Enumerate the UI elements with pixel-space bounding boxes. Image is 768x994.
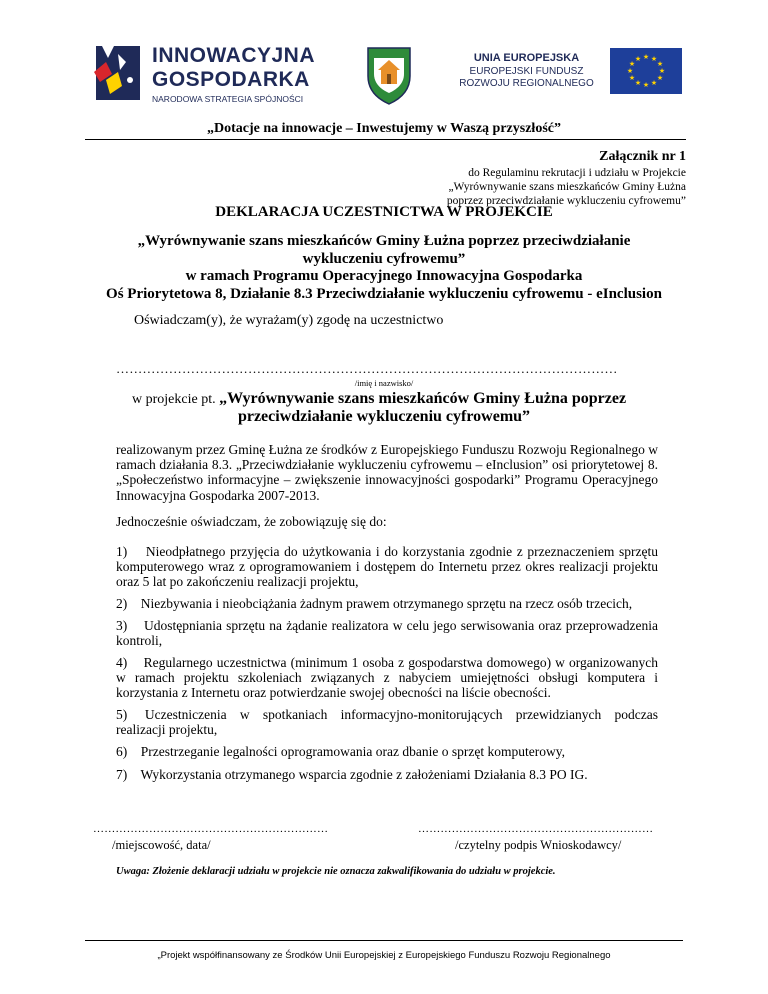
commitment-item: 3) Udostępniania sprzętu na żądanie realizatora w celu jego serwisowania oraz przeprowadzenia kontroli, (116, 618, 662, 649)
svg-text:★: ★ (656, 74, 664, 82)
attachment-line: poprzez przeciwdziałanie wykluczeniu cyfrowemu” (446, 195, 686, 207)
footer-divider (85, 940, 683, 941)
signature-label: /czytelny podpis Wnioskodawcy/ (455, 838, 622, 852)
attachment-line: „Wyrównywanie szans mieszkańców Gminy Łużna (448, 181, 686, 193)
motto: „Dotacje na innowacje – Inwestujemy w Waszą przyszłość” (207, 121, 561, 136)
realization-paragraph: realizowanym przez Gminę Łużna ze środków z Europejskiego Funduszu Rozwoju Regionalnego w ramach działania 8.3. „Przeciwdziałanie wykluczeniu cyfrowemu – eInclusion” osi priorytetowej 8. „Społeczeństwo informacyjne – zwiększenie innowacyjności gospodarki” Programu Operacyjnego Innowacyjna Gospodarka 2007-2013. (116, 442, 658, 503)
svg-text:★: ★ (628, 74, 636, 82)
eu-flag-icon (610, 48, 682, 94)
eu-fund-logo (458, 48, 688, 94)
place-date-fill-line[interactable]: ……………………………………………………… (93, 823, 329, 835)
svg-text:★: ★ (634, 79, 642, 87)
svg-text:★: ★ (642, 81, 650, 89)
innowacyjna-gospodarka-logo (92, 40, 332, 104)
svg-text:★: ★ (658, 67, 666, 75)
ig-emblem-icon (92, 40, 150, 104)
commitment-item: 5) Uczestniczenia w spotkaniach informacyjno-monitorujących przewidzianych podczas realizacji projektu, (116, 707, 662, 738)
consent-statement: Oświadczam(y), że wyrażam(y) zgodę na uczestnictwo (134, 313, 444, 328)
project-heading-line: „Wyrównywanie szans mieszkańców Gminy Łużna poprzez przeciwdziałanie (137, 233, 631, 249)
ig-line3: NARODOWA STRATEGIA SPÓJNOŚCI (152, 94, 304, 104)
project-heading-line: Oś Priorytetowa 8, Działanie 8.3 Przeciwdziałanie wykluczeniu cyfrowemu - eInclusion (106, 285, 662, 302)
name-label: /imię i nazwisko/ (354, 378, 414, 388)
signature-fill-line[interactable]: ……………………………………………………… (418, 823, 654, 835)
commitment-item: 4) Regularnego uczestnictwa (minimum 1 osoba z gospodarstwa domowego) w organizowanych w ramach projektu szkoleniach związanych z nabyciem umiejętności obsługi komputera i korzystania z Internetu oraz potwierdzanie swojej obecności na liście obecności. (116, 655, 662, 701)
commitment-intro: Jednocześnie oświadczam, że zobowiązuję się do: (116, 514, 387, 529)
project-heading-line: w ramach Programu Operacyjnego Innowacyjna Gospodarka (185, 268, 583, 284)
gmina-crest (364, 44, 414, 106)
project-heading (60, 233, 708, 303)
svg-text:★: ★ (650, 55, 658, 63)
ig-line2: GOSPODARKA (152, 68, 310, 91)
ue-line3: ROZWOJU REGIONALNEGO (459, 78, 594, 89)
project-title-text: „Wyrównywanie szans mieszkańców Gminy Łużna poprzez (219, 390, 627, 407)
attachment-line: do Regulaminu rekrutacji i udziału w Projekcie (468, 167, 686, 179)
ig-line1: INNOWACYJNA (152, 44, 316, 67)
commitment-item: 6) Przestrzeganie legalności oprogramowania oraz dbanie o sprzęt komputerowy, (116, 744, 565, 759)
ue-line2: EUROPEJSKI FUNDUSZ (469, 66, 584, 77)
header-divider (85, 139, 686, 140)
svg-text:★: ★ (634, 55, 642, 63)
svg-text:★: ★ (626, 67, 634, 75)
svg-text:★: ★ (642, 53, 650, 61)
project-title-prefix: w projekcie pt. (132, 392, 220, 407)
svg-text:★: ★ (650, 79, 658, 87)
commitment-item: 2) Niezbywania i nieobciążania żadnym prawem otrzymanego sprzętu na rzecz osób trzecich, (116, 596, 633, 611)
commitment-item: 7) Wykorzystania otrzymanego wsparcia zgodnie z założeniami Działania 8.3 PO IG. (116, 767, 588, 782)
ue-line1: UNIA EUROPEJSKA (473, 52, 580, 64)
project-title-line1 (132, 390, 626, 408)
footer-text: „Projekt współfinansowany ze Środków Unii Europejskiej z Europejskiego Funduszu Rozwoju Regionalnego (157, 950, 611, 961)
commitment-item: 1) Nieodpłatnego przyjęcia do użytkowania i do korzystania zgodnie z przeznaczeniem sprzętu komputerowego wraz z oprogramowaniem i dostępem do Internetu przez okres realizacji projektu oraz 5 lat po zakończeniu realizacji projektu, (116, 544, 662, 590)
declaration-title: DEKLARACJA UCZESTNICTWA W PROJEKCIE (215, 204, 553, 220)
crest-shield-icon (364, 44, 414, 106)
svg-text:★: ★ (656, 60, 664, 68)
attachment-title: Załącznik nr 1 (599, 149, 686, 164)
project-heading-line: wykluczeniu cyfrowemu” (302, 250, 466, 267)
name-fill-line[interactable]: …………………………………………………………………………………………………… (116, 361, 618, 376)
place-date-label: /miejscowość, data/ (112, 838, 211, 852)
svg-text:★: ★ (628, 60, 636, 68)
disclaimer-note: Uwaga: Złożenie deklaracji udziału w projekcie nie oznacza zakwalifikowania do udziału w projekcie. (116, 866, 556, 877)
project-title-line2: przeciwdziałanie wykluczeniu cyfrowemu” (237, 408, 531, 425)
